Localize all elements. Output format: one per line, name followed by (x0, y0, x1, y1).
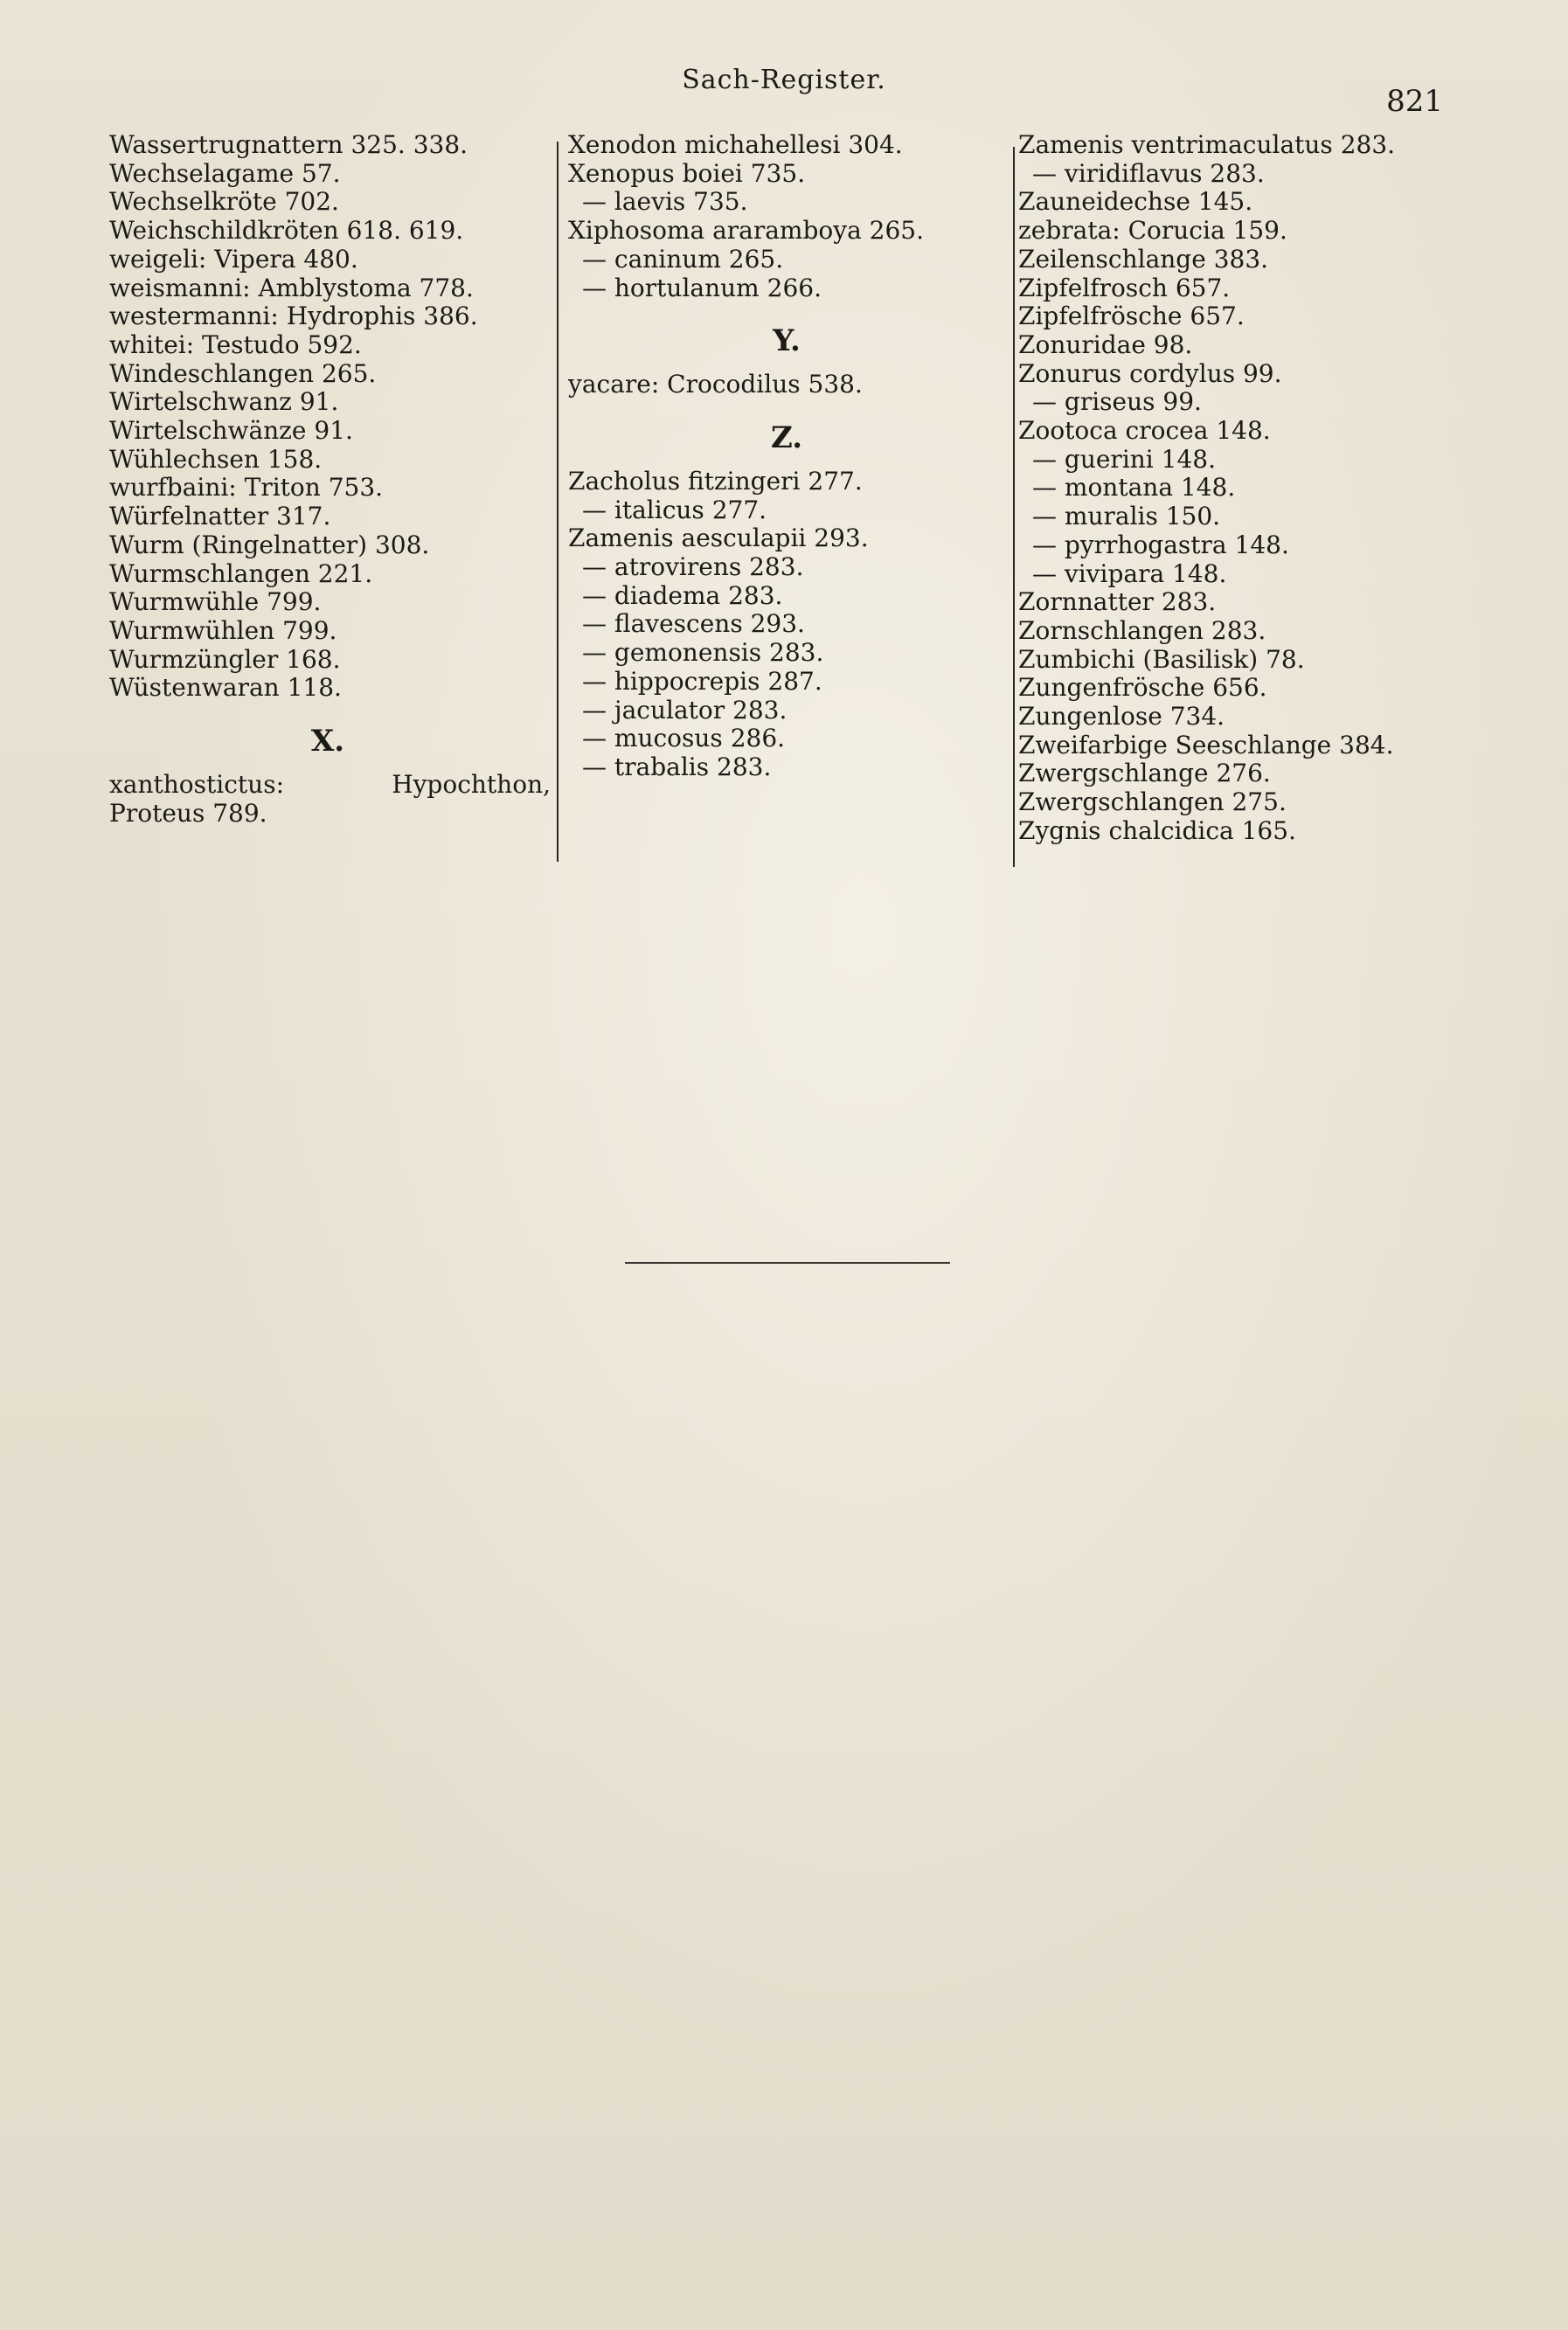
index-entry: Wurmwühlen 799. (109, 615, 337, 645)
index-entry: Wurmzüngler 168. (109, 644, 341, 674)
index-entry: Wühlechsen 158. (109, 444, 323, 474)
index-entry: Zipfelfrosch 657. (1018, 273, 1231, 302)
index-entry: Weichschildkröten 618. 619. (109, 216, 464, 246)
index-subentry: — hortulanum 266. (582, 273, 822, 302)
index-subentry: — hippocrepis 287. (582, 666, 822, 696)
index-entry: Wechselkröte 702. (109, 187, 339, 217)
section-letter: X. (310, 724, 345, 759)
index-entry: Würfelnatter 317. (109, 502, 331, 531)
index-entry: yacare: Crocodilus 538. (568, 370, 863, 399)
index-subentry: — griseus 99. (1032, 387, 1202, 417)
index-entry: xanthostictus: Hypochthon, Proteus 789. (109, 770, 551, 828)
column-rule (1013, 147, 1015, 867)
index-entry: zebrata: Corucia 159. (1018, 216, 1287, 246)
index-subentry: — flavescens 293. (582, 609, 805, 639)
index-subentry: — jaculator 283. (582, 695, 787, 725)
index-entry: weigeli: Vipera 480. (109, 244, 358, 274)
index-entry: Zwergschlange 276. (1018, 759, 1271, 788)
index-entry: Wirtelschwanz 91. (109, 387, 339, 417)
index-entry: wurfbaini: Triton 753. (109, 473, 384, 503)
index-entry: Zornschlangen 283. (1018, 615, 1266, 645)
running-head: Sach-Register. (682, 65, 886, 95)
index-column-2 (568, 131, 1005, 782)
index-entry: Zonuridae 98. (1018, 329, 1193, 359)
index-entry: Zipfelfrösche 657. (1018, 302, 1245, 331)
index-entry: Xenodon michahellesi 304. (568, 130, 903, 159)
index-column-3 (1018, 131, 1473, 846)
index-entry: whitei: Testudo 592. (109, 329, 362, 359)
index-subentry: — pyrrhogastra 148. (1032, 530, 1289, 559)
index-entry: Wurmschlangen 221. (109, 558, 373, 588)
index-entry: Zacholus fitzingeri 277. (568, 466, 863, 496)
index-subentry: — trabalis 283. (582, 752, 772, 781)
index-entry: Wassertrugnattern 325. 338. (109, 130, 468, 159)
index-entry: Wurmwühle 799. (109, 587, 322, 617)
section-letter: Y. (773, 323, 801, 359)
index-entry: Zauneidechse 145. (1018, 187, 1253, 217)
end-rule (625, 1262, 950, 1264)
index-entry: Zornnatter 283. (1018, 587, 1217, 617)
index-subentry: — gemonensis 283. (582, 638, 824, 668)
index-entry: Zweifarbige Seeschlange 384. (1018, 730, 1394, 759)
index-entry: Zootoca crocea 148. (1018, 416, 1271, 446)
index-entry: Zungenfrösche 656. (1018, 673, 1267, 703)
index-subentry: — laevis 735. (582, 187, 748, 217)
index-entry: Windeschlangen 265. (109, 358, 377, 388)
index-entry: weismanni: Amblystoma 778. (109, 273, 474, 302)
index-subentry: — mucosus 286. (582, 724, 786, 753)
index-entry: Wechselagame 57. (109, 158, 341, 188)
index-entry: westermanni: Hydrophis 386. (109, 302, 478, 331)
index-entry: Xenopus boiei 735. (568, 158, 806, 188)
index-entry: Wüstenwaran 118. (109, 673, 342, 703)
index-entry: Zonurus cordylus 99. (1018, 358, 1282, 388)
index-subentry: — guerini 148. (1032, 444, 1216, 474)
index-entry: Zumbichi (Basilisk) 78. (1018, 644, 1305, 674)
index-entry: Xiphosoma araramboya 265. (568, 216, 925, 246)
index-entry: Zamenis aesculapii 293. (568, 524, 869, 553)
index-entry: Zeilenschlange 383. (1018, 244, 1269, 274)
index-subentry: — montana 148. (1032, 473, 1236, 503)
page-number: 821 (1386, 84, 1443, 119)
index-subentry: — muralis 150. (1032, 502, 1221, 531)
index-entry: Zwergschlangen 275. (1018, 787, 1287, 817)
index-subentry: — vivipara 148. (1032, 558, 1227, 588)
index-subentry: — viridiflavus 283. (1032, 158, 1265, 188)
index-subentry: — italicus 277. (582, 495, 767, 524)
index-column-1 (109, 130, 551, 828)
index-subentry: — caninum 265. (582, 244, 784, 274)
index-entry: Wirtelschwänze 91. (109, 416, 353, 446)
index-entry: Zamenis ventrimaculatus 283. (1018, 130, 1396, 159)
index-subentry: — atrovirens 283. (582, 552, 804, 582)
index-entry: Zungenlose 734. (1018, 702, 1225, 732)
index-entry: Zygnis chalcidica 165. (1018, 815, 1296, 845)
index-entry: Wurm (Ringelnatter) 308. (109, 530, 430, 559)
column-rule (557, 142, 559, 862)
index-subentry: — diadema 283. (582, 580, 783, 610)
section-letter: Z. (770, 420, 803, 455)
